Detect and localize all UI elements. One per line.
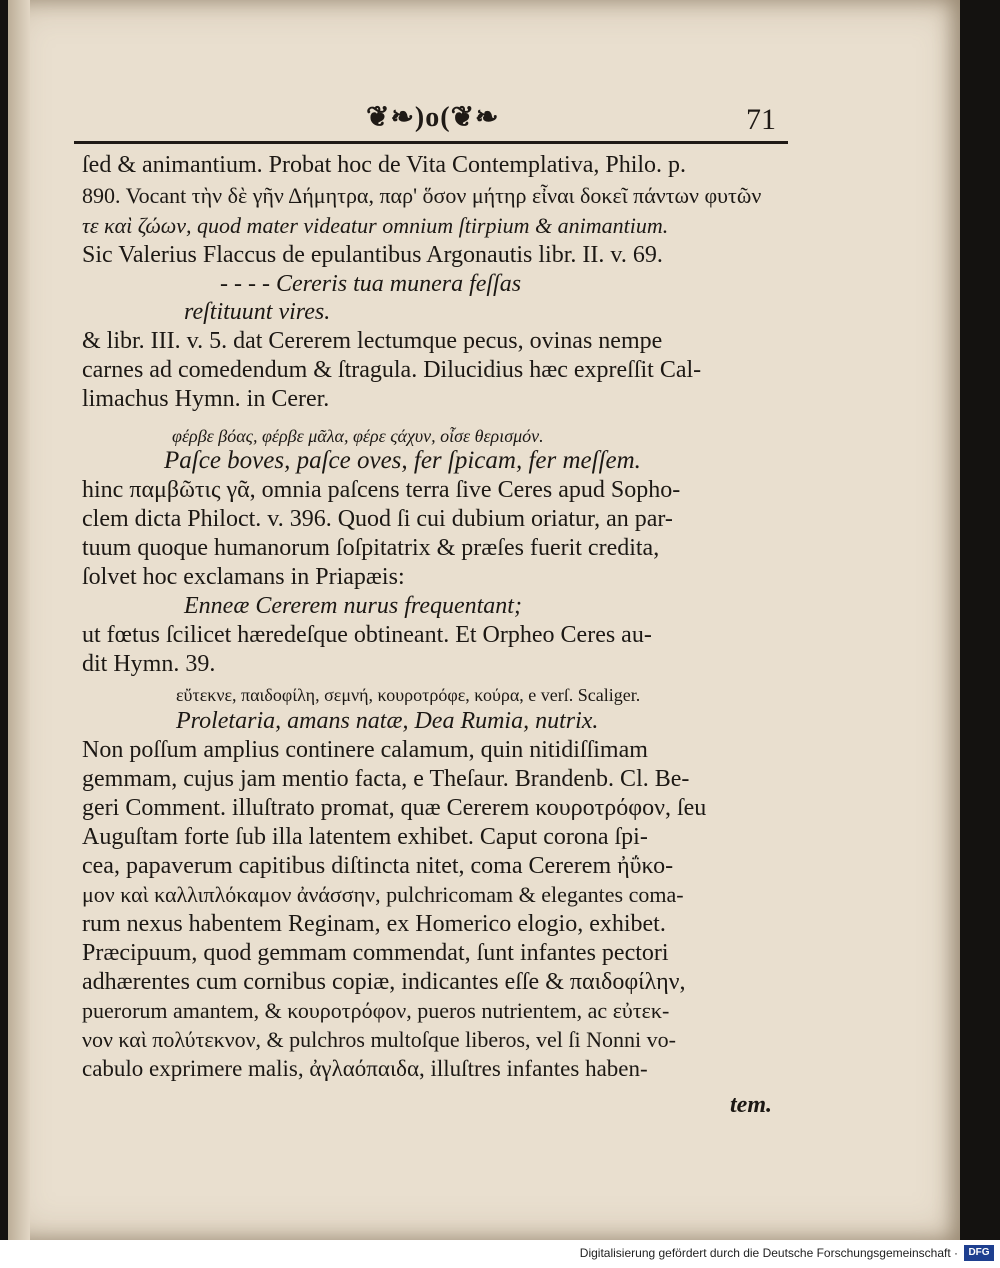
footer-credit: Digitalisierung gefördert durch die Deutsche Forschungsgemeinschaft · bbox=[579, 1246, 958, 1260]
text-line: cabulo exprimere malis, ἀγλαόπαιδα, illuſtres infantes haben- bbox=[82, 1056, 648, 1081]
text-line: 890. Vocant τὴν δὲ γῆν Δήμητρα, παρ' ὅσον μήτηρ εἶναι δοκεῖ πάντων φυτῶν bbox=[82, 183, 762, 208]
text-line: geri Comment. illuſtrato promat, quæ Cererem κουροτρόφον, ſeu bbox=[82, 795, 707, 821]
text-line: tem. bbox=[730, 1092, 772, 1118]
text-line: carnes ad comedendum & ſtragula. Dilucidius hæc expreſſit Cal- bbox=[82, 357, 702, 383]
text-line: Enneæ Cererem nurus frequentant; bbox=[184, 593, 522, 619]
text-line: φέρβε βόας, φέρβε μᾶλα, φέρε ςάχυν, οἶσε θερισμόν. bbox=[172, 426, 544, 446]
page-number: 71 bbox=[746, 103, 776, 136]
text-line: ut fœtus ſcilicet hæredeſque obtineant. Et Orpheo Ceres au- bbox=[82, 622, 652, 648]
text-line: reſtituunt vires. bbox=[184, 299, 331, 325]
text-line: μον καὶ καλλιπλόκαμον ἀνάσσην, pulchricomam & elegantes coma- bbox=[82, 882, 684, 907]
header-rule bbox=[74, 141, 788, 144]
text-line: tuum quoque humanorum ſoſpitatrix & præſes fuerit credita, bbox=[82, 535, 660, 561]
text-line: cea, papaverum capitibus diſtincta nitet, coma Cererem ἠΰκο- bbox=[82, 853, 674, 879]
book-page bbox=[8, 0, 960, 1240]
text-line: Non poſſum amplius continere calamum, quin nitidiſſimam bbox=[82, 737, 648, 763]
text-line: puerorum amantem, & κουροτρόφον, pueros nutrientem, ac εὐτεκ- bbox=[82, 998, 670, 1023]
text-line: εὔτεκνε, παιδοφίλη, σεμνή, κουροτρόφε, κούρα, e verſ. Scaliger. bbox=[176, 685, 641, 705]
text-line: Paſce boves, paſce oves, fer ſpicam, fer meſſem. bbox=[164, 447, 641, 474]
header-ornament: ❦❧)o(❦❧ bbox=[366, 102, 500, 133]
page-gutter-shadow bbox=[8, 0, 30, 1240]
dfg-logo-icon: DFG bbox=[964, 1245, 994, 1261]
text-line: Sic Valerius Flaccus de epulantibus Argonautis libr. II. v. 69. bbox=[82, 242, 663, 268]
text-line: dit Hymn. 39. bbox=[82, 651, 216, 677]
text-line: gemmam, cujus jam mentio facta, e Theſaur. Brandenb. Cl. Be- bbox=[82, 766, 690, 792]
text-line: τε καὶ ζώων, quod mater videatur omnium ſtirpium & animantium. bbox=[82, 213, 669, 238]
text-line: Auguſtam forte ſub illa latentem exhibet. Caput corona ſpi- bbox=[82, 824, 648, 850]
footer-bar bbox=[0, 1240, 1000, 1268]
text-line: ſolvet hoc exclamans in Priapæis: bbox=[82, 564, 405, 590]
text-line: clem dicta Philoct. v. 396. Quod ſi cui dubium oriatur, an par- bbox=[82, 506, 673, 532]
text-line: limachus Hymn. in Cerer. bbox=[82, 386, 330, 412]
text-line: Proletaria, amans natæ, Dea Rumia, nutrix. bbox=[176, 708, 599, 734]
text-line: - - - - Cereris tua munera feſſas bbox=[220, 271, 522, 297]
text-line: & libr. III. v. 5. dat Cererem lectumque pecus, ovinas nempe bbox=[82, 328, 663, 354]
text-line: ſed & animantium. Probat hoc de Vita Contemplativa, Philo. p. bbox=[82, 152, 687, 178]
text-line: rum nexus habentem Reginam, ex Homerico elogio, exhibet. bbox=[82, 911, 666, 937]
text-line: Præcipuum, quod gemmam commendat, ſunt infantes pectori bbox=[82, 940, 669, 966]
text-line: νον καὶ πολύτεκνον, & pulchros multoſque liberos, vel ſi Nonni vo- bbox=[82, 1027, 676, 1052]
text-line: hinc παμβῶτις γᾶ, omnia paſcens terra ſive Ceres apud Sopho- bbox=[82, 477, 681, 503]
text-line: adhærentes cum cornibus copiæ, indicantes eſſe & παιδοφίλην, bbox=[82, 969, 686, 995]
